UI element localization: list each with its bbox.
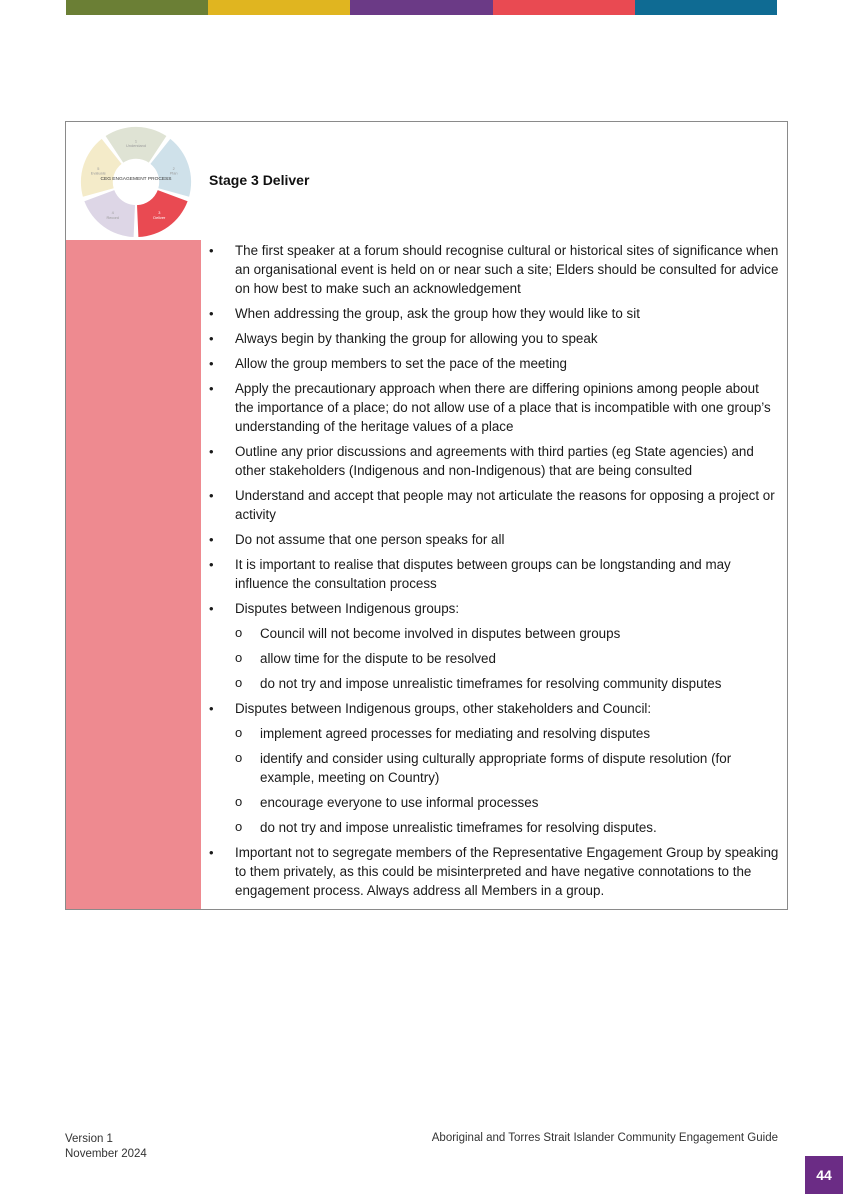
sub-list-item: o do not try and impose unrealistic timeframes for resolving disputes. xyxy=(235,818,781,837)
list-item-text: When addressing the group, ask the group how they would like to sit xyxy=(235,306,640,321)
list-item xyxy=(202,530,781,549)
bullet-list xyxy=(202,241,781,900)
list-item xyxy=(202,354,781,373)
list-item xyxy=(202,699,781,837)
list-item xyxy=(202,379,781,436)
list-item xyxy=(202,241,781,298)
list-item-text: The first speaker at a forum should recognise cultural or historical sites of significance when an organisational event is held on or near such a site; Elders should be consulted for advice on how best to make such an acknowledgement xyxy=(235,243,779,296)
wheel-segment-label: 4 Record xyxy=(106,211,119,220)
list-item xyxy=(202,599,781,693)
list-item-text: Always begin by thanking the group for allowing you to speak xyxy=(235,331,598,346)
list-item-text: Disputes between Indigenous groups, other stakeholders and Council: xyxy=(235,701,652,716)
band-segment-red xyxy=(493,0,635,15)
list-item-text: Allow the group members to set the pace of the meeting xyxy=(235,356,567,371)
footer-date: November 2024 xyxy=(65,1148,147,1160)
sub-list-item: o implement agreed processes for mediating and resolving disputes xyxy=(235,724,781,743)
stage-side-column xyxy=(66,240,201,909)
stage-panel xyxy=(65,121,788,910)
page-number: 44 xyxy=(805,1156,843,1194)
stage-title: Stage 3 Deliver xyxy=(209,172,310,188)
sub-list xyxy=(235,724,781,837)
engagement-process-wheel xyxy=(78,124,194,240)
list-item xyxy=(202,304,781,323)
sub-list xyxy=(235,624,781,693)
list-item xyxy=(202,442,781,480)
wheel-segment-label: 5 Evaluate xyxy=(90,166,106,176)
footer-guide-title: Aboriginal and Torres Strait Islander Community Engagement Guide xyxy=(431,1132,778,1144)
list-item-text: Important not to segregate members of the Representative Engagement Group by speaking to them privately, as this could be misinterpreted and have negative connotations to the engagement process. Always address all Members in a group. xyxy=(235,845,779,898)
sub-list-item: o Council will not become involved in disputes between groups xyxy=(235,624,781,643)
band-segment-olive xyxy=(66,0,208,15)
band-segment-blue xyxy=(635,0,777,15)
sub-list-item: o encourage everyone to use informal processes xyxy=(235,793,781,812)
list-item xyxy=(202,486,781,524)
footer-version: Version 1 xyxy=(65,1133,113,1145)
list-item xyxy=(202,843,781,900)
wheel-segment-label: 3 Deliver xyxy=(153,211,166,220)
list-item-text: It is important to realise that disputes between groups can be longstanding and may influence the consultation process xyxy=(235,557,731,591)
footer-version-block xyxy=(65,1132,147,1162)
list-item-text: Disputes between Indigenous groups: xyxy=(235,601,460,616)
list-item-text: Do not assume that one person speaks for all xyxy=(235,532,505,547)
wheel-center-label: CEG ENGAGEMENT PROCESS xyxy=(100,177,172,183)
band-segment-yellow xyxy=(208,0,350,15)
header-color-band xyxy=(66,0,777,15)
band-segment-purple xyxy=(350,0,492,15)
wheel-segment-label: 1 Understand xyxy=(126,139,146,149)
list-item-text: Understand and accept that people may not articulate the reasons for opposing a project or activity xyxy=(235,488,775,522)
list-item-text: Apply the precautionary approach when there are differing opinions among people about the importance of a place; do not allow use of a place that is incompatible with one group’s understanding of the heritage values of a place xyxy=(235,381,771,434)
list-item xyxy=(202,329,781,348)
sub-list-item: o allow time for the dispute to be resolved xyxy=(235,649,781,668)
sub-list-item: o do not try and impose unrealistic timeframes for resolving community disputes xyxy=(235,674,781,693)
stage-content xyxy=(202,241,781,906)
list-item xyxy=(202,555,781,593)
sub-list-item: o identify and consider using culturally appropriate forms of dispute resolution (for example, meeting on Country) xyxy=(235,749,781,787)
wheel-segment-label: 2 Plan xyxy=(169,166,178,176)
list-item-text: Outline any prior discussions and agreements with third parties (eg State agencies) and other stakeholders (Indigenous and non-Indigenous) that are being consulted xyxy=(235,444,754,478)
